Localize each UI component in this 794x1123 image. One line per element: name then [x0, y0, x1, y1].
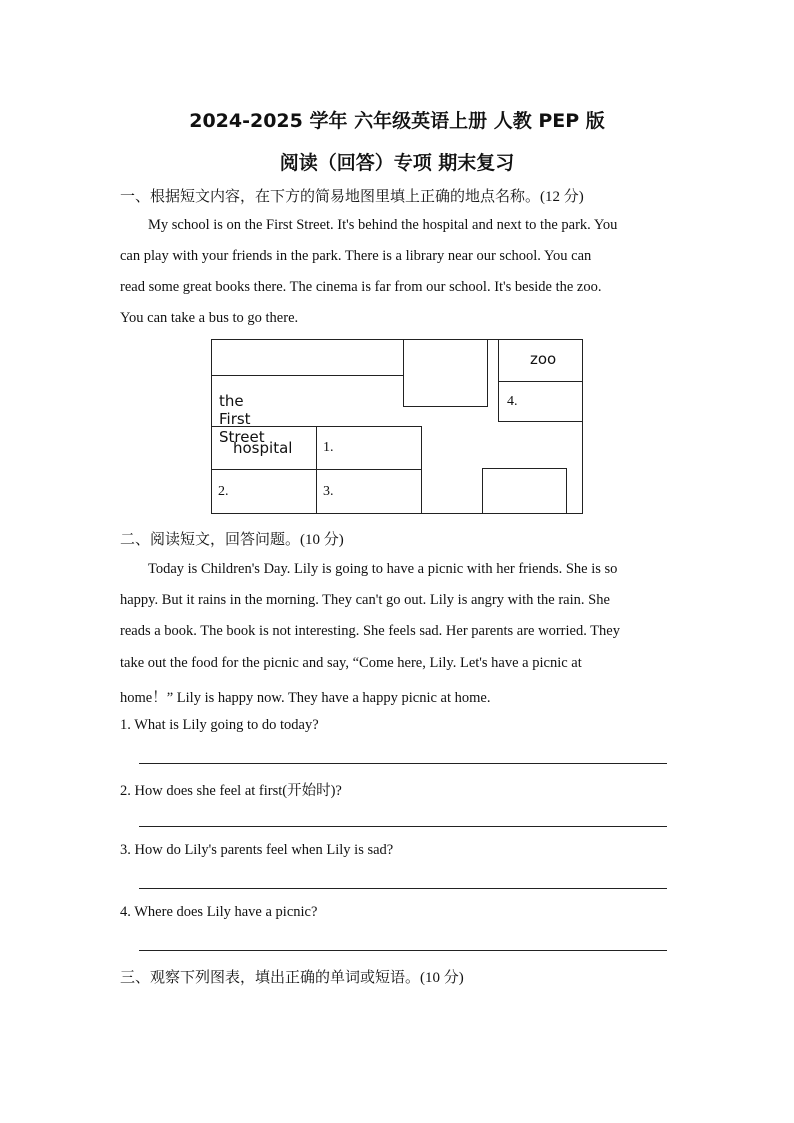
map-zoo-label: zoo: [530, 350, 557, 368]
section2-points: (10 分): [300, 532, 344, 548]
answer-line-2[interactable]: [139, 826, 667, 827]
question-2: 2. How does she feel at first(开始时)?: [120, 783, 342, 799]
map-hospital-label: hospital: [233, 439, 293, 457]
page-title: 2024-2025 学年 六年级英语上册 人教 PEP 版: [189, 110, 605, 132]
section1-passage-line: read some great books there. The cinema is far from our school. It's beside the zoo.: [120, 279, 602, 295]
answer-line-1[interactable]: [139, 763, 667, 764]
page-subtitle: 阅读（回答）专项 期末复习: [279, 152, 515, 174]
section2-heading-text: 二、阅读短文，回答问题。: [120, 530, 301, 548]
map-blank-3-label: 3.: [323, 484, 334, 499]
map-blank-box-top: [403, 339, 488, 407]
section2-passage-line: reads a book. The book is not interesting. She feels sad. Her parents are worried. They: [120, 623, 620, 639]
question-3: 3. How do Lily's parents feel when Lily is sad?: [120, 842, 394, 858]
question-4: 4. Where does Lily have a picnic?: [120, 904, 318, 920]
section3-points: (10 分): [420, 970, 464, 986]
section2-passage-line: take out the food for the picnic and say, “Come here, Lily. Let's have a picnic at: [120, 655, 582, 671]
map-blank-1-label: 1.: [323, 440, 334, 455]
section1-passage-line: can play with your friends in the park. There is a library near our school. You can: [120, 248, 592, 264]
section1-points: (12 分): [540, 189, 584, 205]
section1-heading: [120, 185, 584, 206]
section2-heading: [120, 528, 344, 549]
map-top-strip: [211, 339, 404, 376]
section1-passage-line: You can take a bus to go there.: [120, 310, 299, 326]
section2-passage-line: home！” Lily is happy now. They have a happy picnic at home.: [120, 690, 491, 706]
section1-passage-line: My school is on the First Street. It's behind the hospital and next to the park. You: [148, 217, 618, 233]
answer-line-4[interactable]: [139, 950, 667, 951]
question-1: 1. What is Lily going to do today?: [120, 717, 319, 733]
section3-heading-text: 三、观察下列图表，填出正确的单词或短语。: [120, 968, 421, 986]
map-blank-4-label: 4.: [507, 394, 518, 409]
section2-passage-line: happy. But it rains in the morning. They can't go out. Lily is angry with the rain. She: [120, 592, 610, 608]
map-blank-2-label: 2.: [218, 484, 229, 499]
map-street-label: the First Street: [219, 392, 265, 446]
map-blank-box-bottom: [482, 468, 567, 514]
answer-line-3[interactable]: [139, 888, 667, 889]
section2-passage-line: Today is Children's Day. Lily is going to have a picnic with her friends. She is so: [148, 561, 618, 577]
section1-heading-text: 一、根据短文内容，在下方的简易地图里填上正确的地点名称。: [120, 187, 541, 205]
section3-heading: [120, 966, 464, 987]
